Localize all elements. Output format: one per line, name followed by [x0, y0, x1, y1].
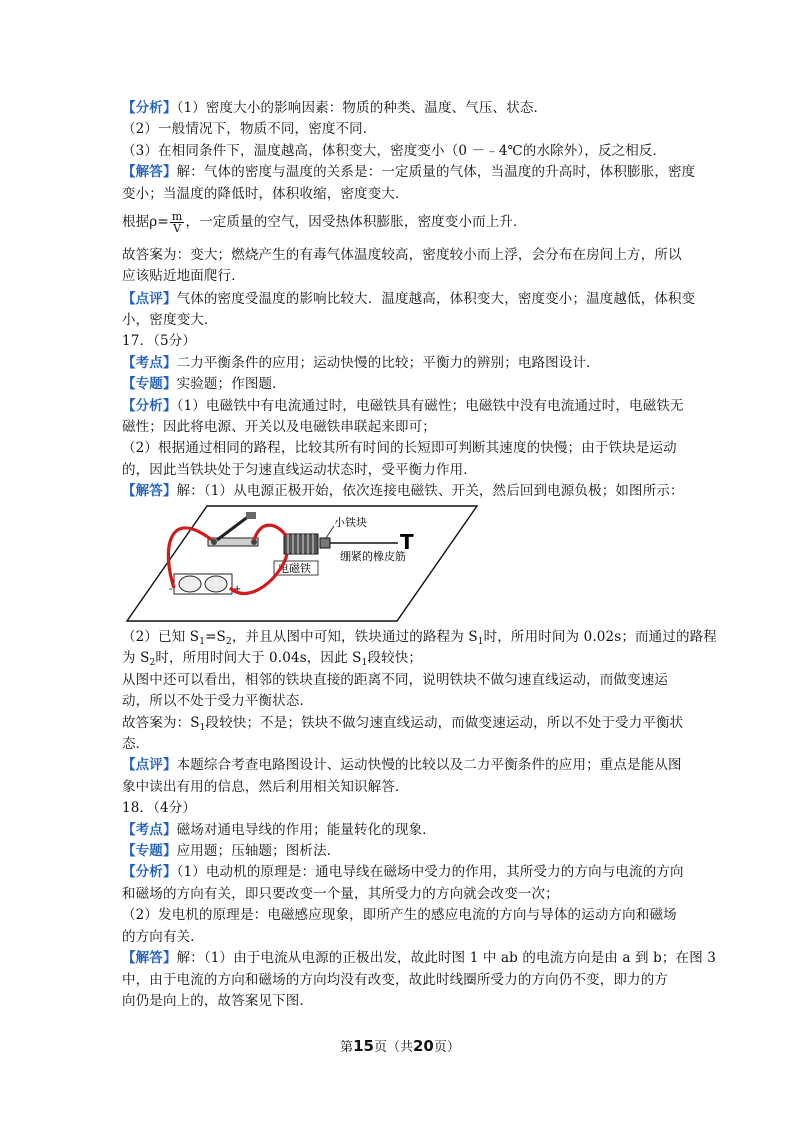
tag-analysis: 【分析】 [122, 864, 177, 880]
text-line: 【专题】实验题；作图题． [122, 376, 286, 392]
battery [169, 574, 241, 595]
text-line: （3）在相同条件下，温度越高，体积变大，密度变小（0 －﹣4℃的水除外），反之相反． [122, 143, 667, 159]
text-line: （2）根据通过相同的路程，比较其所有时间的长短即可判断其速度的快慢；由于铁块是运动 [122, 440, 677, 456]
tag-analysis: 【分析】 [122, 398, 177, 414]
iron-block [320, 538, 330, 548]
label-iron-block: 小铁块 [334, 516, 367, 529]
label-minus: - [169, 584, 173, 595]
question-number: 18．（4分） [122, 800, 197, 816]
text-line: 小，密度变大． [122, 312, 218, 328]
text-line: 故答案为：$S_1$段较快；不是；铁块不做匀速直线运动，而做变速运动，所以不处于受力平衡状 [122, 715, 684, 733]
electromagnet-coil [284, 534, 318, 554]
question-number: 17．（5分） [122, 333, 197, 349]
text-line: 的，因此当铁块处于匀速直线运动状态时，受平衡力作用． [122, 462, 477, 478]
text-line: （2）一般情况下，物质不同，密度不同． [122, 121, 377, 137]
label-plus: + [233, 584, 242, 595]
text-line: 动，所以不处于受力平衡状态． [122, 693, 314, 709]
tag-answer: 【解答】 [122, 950, 177, 966]
text-line: 象中读出有用的信息，然后利用相关知识解答． [122, 779, 409, 795]
text-line: 故答案为：变大；燃烧产生的有毒气体温度较高，密度较小而上浮，会分布在房间上方，所以 [122, 247, 682, 263]
text-line: 从图中还可以看出，相邻的铁块直接的距离不同，说明铁块不做匀速直线运动，而做变速运 [122, 672, 668, 688]
label-electromagnet: 电磁铁 [278, 562, 311, 575]
tag-topic: 【专题】 [122, 376, 177, 392]
text-line: 【考点】二力平衡条件的应用；运动快慢的比较；平衡力的辨别；电路图设计． [122, 355, 600, 371]
tag-point: 【考点】 [122, 822, 177, 838]
tag-comment: 【点评】 [122, 291, 177, 307]
text-line: 【解答】解：（1）由于电流从电源的正极出发，故此时图 1 中 ab 的电流方向是由 a 到 b；在图 3 [122, 950, 717, 966]
tag-answer: 【解答】 [122, 164, 177, 180]
text-line: 【点评】本题综合考查电路图设计、运动快慢的比较以及二力平衡条件的应用；重点是能从图 [122, 757, 682, 773]
page-number: 15 [353, 1037, 374, 1055]
text-line: 【解答】解：气体的密度与温度的关系是：一定质量的气体，当温度的升高时，体积膨胀，密度 [122, 164, 696, 180]
text-line: 应该贴近地面爬行． [122, 268, 245, 284]
text-line: 态． [122, 736, 150, 752]
text-line: 【点评】气体的密度受温度的影响比较大．温度越高，体积变大，密度变小；温度越低，体积变 [122, 291, 696, 307]
text-line: 【分析】（1）电动机的原理是：通电导线在磁场中受力的作用，其所受力的方向与电流的方向 [122, 864, 684, 880]
text-line: 【专题】应用题；压轴题；图析法． [122, 843, 341, 859]
text-line: （2）发电机的原理是：电磁感应现象，即所产生的感应电流的方向与导体的运动方向和磁场 [122, 907, 677, 923]
page-total: 20 [413, 1037, 434, 1055]
t-mark: T [400, 530, 414, 554]
text-line: 【考点】磁场对通电导线的作用；能量转化的现象． [122, 822, 436, 838]
text-line: （2）已知 $S_1=S_2$，并且从图中可知，铁块通过的路程为 $S_1$时，所用时间为 0.02s；而通过的路程 [122, 629, 717, 647]
label-rubber-band: 绷紧的橡皮筋 [340, 550, 406, 563]
text-line: 向仍是向上的，故答案见下图． [122, 993, 314, 1009]
text-line: 为 $S_2$时，所用时间大于 0.04s，因此 $S_1$段较快； [122, 650, 423, 668]
text-line: 磁性；因此将电源、开关以及电磁铁串联起来即可； [122, 419, 436, 435]
page-footer: 第15页（共20页） [340, 1037, 460, 1055]
text-line: 和磁场的方向有关，即只要改变一个量，其所受力的方向就会改变一次； [122, 886, 559, 902]
text-line: 的方向有关． [122, 929, 204, 945]
text-line: 中，由于电流的方向和磁场的方向均没有改变，故此时线圈所受力的方向仍不变，即力的方 [122, 972, 668, 988]
text-line: 变小；当温度的降低时，体积收缩，密度变大． [122, 186, 409, 202]
formula-line: 根据ρ= $\frac{m}{V}$ ，一定质量的空气，因受热体积膨胀，密度变小而上升． [122, 210, 527, 235]
text-line: 【解答】解：（1）从电源正极开始，依次连接电磁铁、开关，然后回到电源负极；如图所示： [122, 483, 684, 499]
tag-analysis: 【分析】 [122, 100, 177, 116]
tag-comment: 【点评】 [122, 757, 177, 773]
tag-point: 【考点】 [122, 355, 177, 371]
tag-topic: 【专题】 [122, 843, 177, 859]
tag-answer: 【解答】 [122, 483, 177, 499]
density-formula: $\frac{m}{V}$ [171, 210, 183, 235]
text-line: 【分析】（1）电磁铁中有电流通过时，电磁铁具有磁性；电磁铁中没有电流通过时，电磁铁无 [122, 398, 684, 414]
circuit-figure [122, 496, 482, 626]
text-line: 【分析】（1）密度大小的影响因素：物质的种类、温度、气压、状态． [122, 100, 548, 116]
